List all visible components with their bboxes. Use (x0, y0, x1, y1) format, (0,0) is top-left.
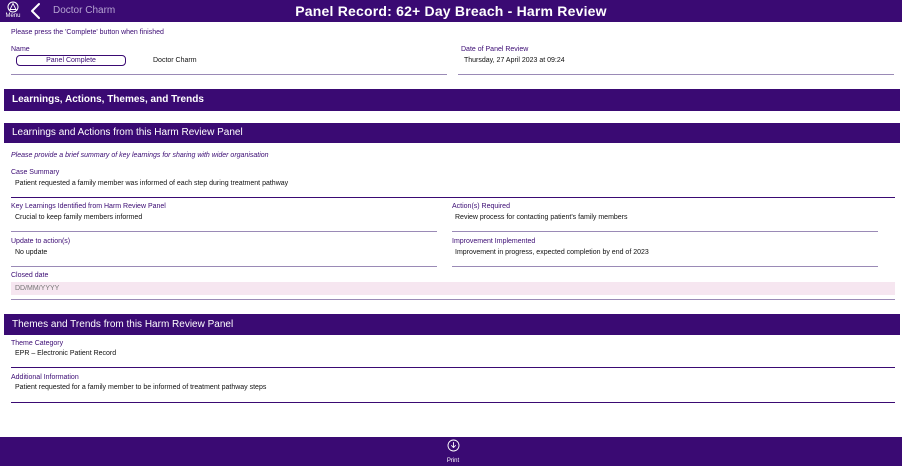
name-value: Doctor Charm (153, 57, 197, 64)
back-link-label[interactable]: Doctor Charm (53, 5, 116, 16)
key-learnings-label: Key Learnings Identified from Harm Review Panel (11, 203, 166, 210)
bottom-toolbar (0, 437, 902, 466)
actions-required-label: Action(s) Required (452, 203, 510, 210)
review-date-label: Date of Panel Review (461, 46, 529, 53)
actions-required-divider (452, 231, 878, 232)
additional-info-divider (11, 402, 895, 403)
theme-category-value[interactable]: EPR – Electronic Patient Record (15, 350, 117, 357)
print-label: Print (446, 458, 460, 464)
update-actions-divider (11, 266, 437, 267)
name-divider (11, 74, 447, 75)
improvement-divider (452, 266, 878, 267)
review-date-divider (458, 74, 894, 75)
actions-required-value[interactable]: Review process for contacting patient's family members (455, 214, 628, 221)
name-label: Name (11, 46, 30, 53)
improvement-label: Improvement Implemented (452, 238, 536, 245)
update-actions-value[interactable]: No update (15, 249, 48, 256)
page-title: Panel Record: 62+ Day Breach - Harm Review (295, 3, 607, 19)
theme-category-label: Theme Category (11, 340, 64, 347)
menu-label: Menu (5, 13, 21, 19)
improvement-value[interactable]: Improvement in progress, expected completion by end of 2023 (455, 249, 649, 256)
closed-date-input[interactable] (11, 282, 895, 295)
print-icon (447, 439, 460, 452)
additional-info-value[interactable]: Patient requested for a family member to be informed of treatment pathway steps (15, 384, 267, 391)
key-learnings-divider (11, 231, 437, 232)
print-button[interactable] (441, 439, 465, 466)
section-heading-learnings: Learnings and Actions from this Harm Review Panel (4, 123, 900, 143)
top-bar (0, 0, 902, 22)
learnings-hint: Please provide a brief summary of key learnings for sharing with wider organisation (11, 152, 269, 159)
review-date-value: Thursday, 27 April 2023 at 09:24 (464, 57, 565, 64)
key-learnings-value[interactable]: Crucial to keep family members informed (15, 214, 143, 221)
case-summary-divider (11, 197, 895, 198)
section-heading-main: Learnings, Actions, Themes, and Trends (4, 89, 900, 111)
case-summary-value[interactable]: Patient requested a family member was informed of each step during treatment pathway (15, 180, 289, 187)
closed-date-label: Closed date (11, 272, 49, 279)
panel-complete-button[interactable]: Panel Complete (16, 55, 126, 66)
theme-category-divider (11, 367, 895, 368)
additional-info-label: Additional Information (11, 374, 79, 381)
section-heading-themes: Themes and Trends from this Harm Review Panel (4, 314, 900, 335)
closed-date-divider (11, 299, 895, 300)
update-actions-label: Update to action(s) (11, 238, 71, 245)
case-summary-label: Case Summary (11, 169, 60, 176)
instruction-text: Please press the 'Complete' button when finished (11, 29, 164, 36)
